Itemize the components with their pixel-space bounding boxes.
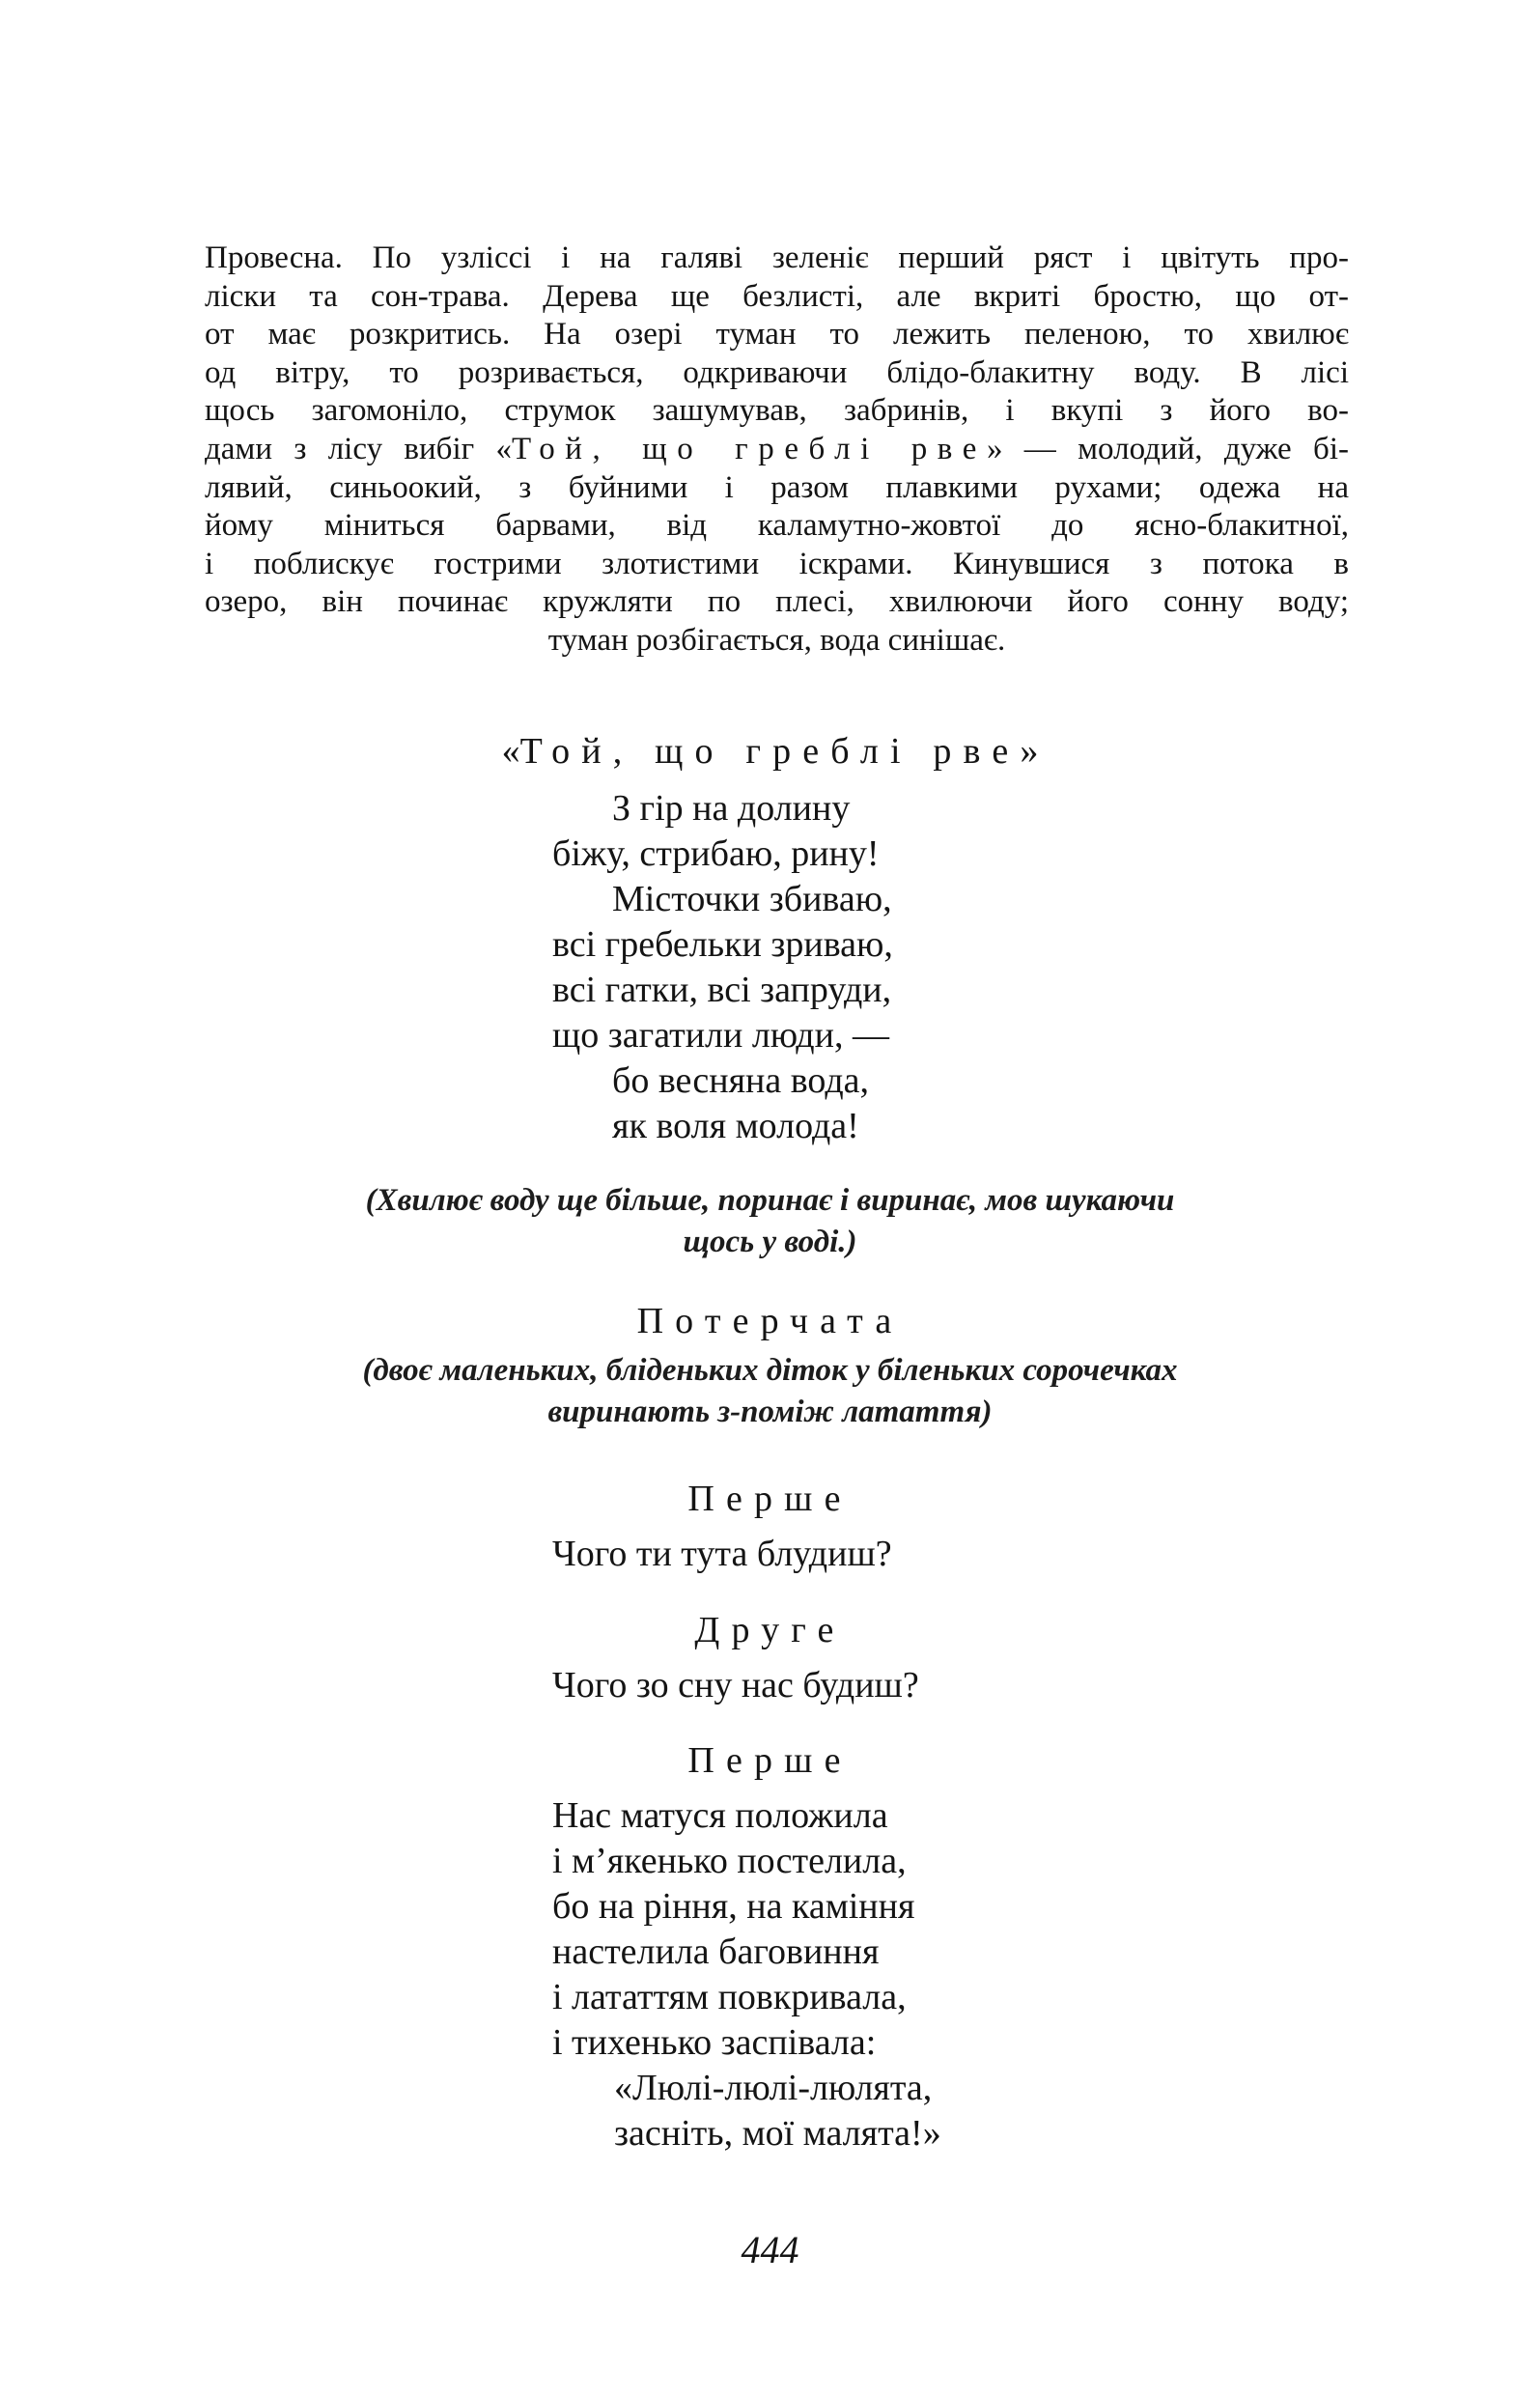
verse-pershe-1 xyxy=(552,1532,892,1577)
verse-line: всі гребельки зриваю, xyxy=(552,924,893,965)
verse-line: і лататтям повкривала, xyxy=(552,1977,907,2017)
verse-line: біжу, стрибаю, рину! xyxy=(552,833,880,874)
prose-line: туман розбігається, вода синішає. xyxy=(547,622,1006,658)
verse-line: З гір на долину xyxy=(612,788,851,829)
stage-direction-intro xyxy=(205,240,1349,661)
verse-line: і тихенько заспівала: xyxy=(552,2022,877,2063)
verse-line: всі гатки, всі запруди, xyxy=(552,970,892,1010)
stage-direction-poterchata xyxy=(0,1350,1540,1433)
speaker-name-poterchata xyxy=(0,1300,1540,1342)
stage-direction-toy xyxy=(0,1180,1540,1263)
prose-line-with-name xyxy=(205,431,1349,469)
stage-line: виринають з-поміж латаття) xyxy=(547,1395,993,1429)
verse-line: бо на ріння, на каміння xyxy=(552,1886,915,1927)
verse-line: що загатили люди, — xyxy=(552,1015,889,1056)
prose-fragment: дами з лісу вибіг « xyxy=(205,431,512,466)
speaker-name-toy xyxy=(0,730,1540,773)
speaker-name-text: Той, що греблі рве xyxy=(519,731,1021,772)
speaker-name-text: Потерчата xyxy=(636,1301,904,1341)
prose-line: лявий, синьоокий, з буйними і разом плавкими рухами; одежа на xyxy=(205,469,1349,505)
quote-mark: » xyxy=(1020,731,1039,772)
stage-line: щось у воді.) xyxy=(683,1225,857,1259)
verse-pershe-2 xyxy=(552,1793,941,2156)
verse-druhe xyxy=(552,1663,919,1708)
verse-line: «Люлі-люлі-люлята, xyxy=(614,2068,933,2108)
prose-fragment: » — молодий, дуже бі- xyxy=(986,431,1349,466)
page-number: 444 xyxy=(741,2228,799,2271)
verse-line: засніть, мої малята!» xyxy=(614,2113,941,2154)
stage-line: (Хвилює воду ще більше, поринає і виринає, мов шукаючи xyxy=(365,1183,1175,1218)
verse-line: Нас матуся положила xyxy=(552,1795,888,1836)
prose-line: йому міниться барвами, від каламутно-жовтої до ясно-блакитної, xyxy=(205,508,1349,544)
prose-line: озеро, він починає кружляти по плесі, хвилюючи його сонну воду; xyxy=(205,584,1349,620)
speaker-name-text: Перше xyxy=(687,1479,853,1519)
speaker-name-text: Друге xyxy=(694,1610,846,1650)
verse-line: настелила баговиння xyxy=(552,1931,880,1972)
speaker-name-druhe xyxy=(0,1609,1540,1651)
speaker-name-pershe xyxy=(0,1739,1540,1782)
verse-line: бо весняна вода, xyxy=(612,1060,870,1101)
prose-line: ліски та сон-трава. Дерева ще безлисті, але вкриті бростю, що от- xyxy=(205,278,1349,314)
character-name-inline: Той, що греблі рве xyxy=(512,431,987,466)
speaker-name-pershe xyxy=(0,1478,1540,1520)
verse-line: і м’якенько постелила, xyxy=(552,1841,907,1881)
verse-line: Місточки збиваю, xyxy=(612,879,892,919)
verse-line: Чого ти тута блудиш? xyxy=(552,1534,892,1574)
quote-mark: « xyxy=(501,731,520,772)
speaker-name-text: Перше xyxy=(687,1740,853,1781)
verse-line: Чого зо сну нас будиш? xyxy=(552,1665,919,1705)
prose-line: от має розкритись. На озері туман то лежить пеленою, то хвилює xyxy=(205,317,1349,352)
verse-toy xyxy=(552,786,893,1149)
verse-line: як воля молода! xyxy=(612,1106,859,1146)
prose-line: од вітру, то розривається, одкриваючи блідо-блакитну воду. В лісі xyxy=(205,354,1349,390)
prose-line: і поблискує гострими злотистими іскрами. Кинувшися з потока в xyxy=(205,546,1349,581)
prose-line: Провесна. По узліссі і на галяві зеленіє перший ряст і цвітуть про- xyxy=(205,240,1349,275)
stage-line: (двоє маленьких, бліденьких діток у біленьких сорочечках xyxy=(362,1353,1178,1388)
prose-line: щось загомоніло, струмок зашумував, забринів, і вкупі з його во- xyxy=(205,393,1349,429)
